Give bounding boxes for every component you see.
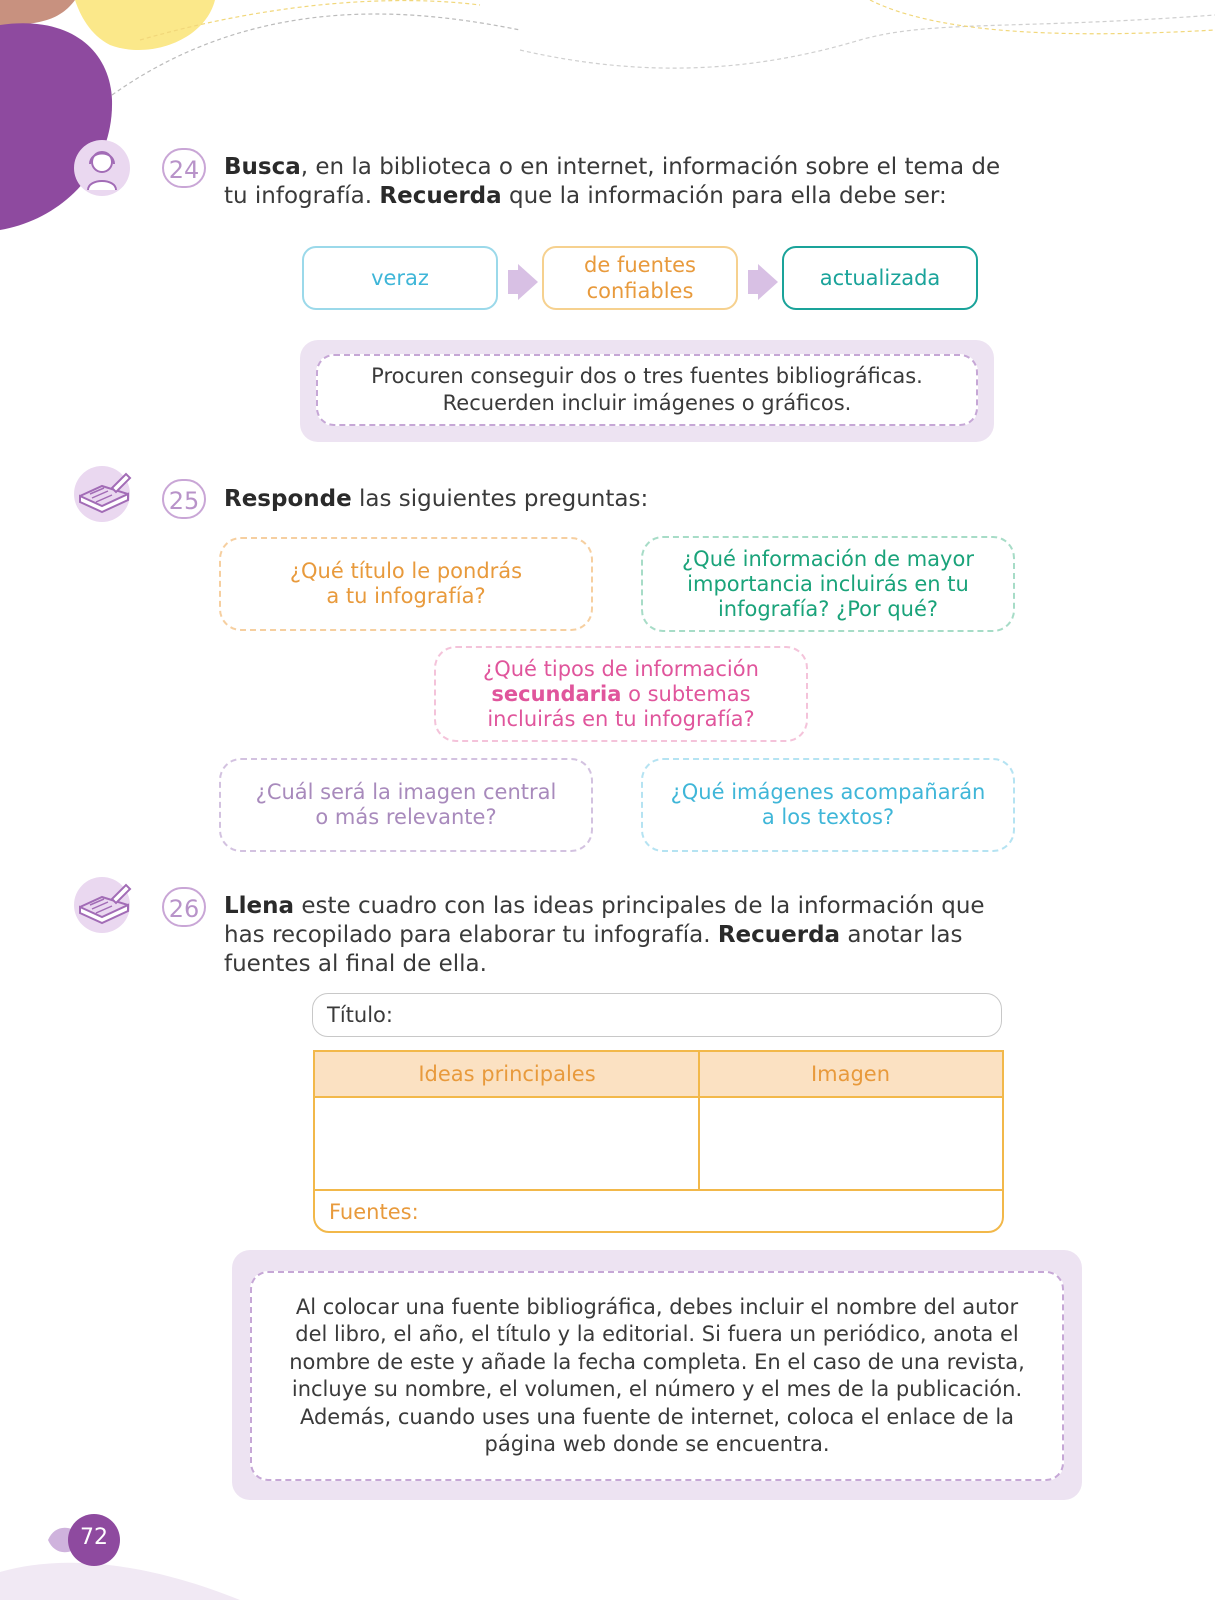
activity-25-instruction: Responde las siguientes preguntas: xyxy=(224,486,649,512)
column-header-ideas: Ideas principales xyxy=(418,1062,596,1086)
ideas-table xyxy=(313,1050,1004,1233)
book-pencil-icon xyxy=(74,466,130,522)
question-titulo: ¿Qué título le pondrás a tu infografía? xyxy=(219,537,593,631)
book-pencil-icon xyxy=(74,877,130,933)
chip-actualizada: actualizada xyxy=(782,246,978,310)
sources-row[interactable] xyxy=(315,1189,1002,1233)
citation-tip-text: Al colocar una fuente bibliográfica, debes incluir el nombre del autor del libro, el año, el título y la editorial. Si fuera un periódico, anota el nombre de este y añade la fecha completa. En el caso de una revista, incluye su nombre, el volumen, el número y el mes de la publicación. Además, cuando uses una fuente de internet, coloca el enlace de la página web donde se encuentra. xyxy=(289,1294,1025,1456)
chip-de-fuentes-confiables: de fuentes confiables xyxy=(542,246,738,310)
question-informacion-mayor-importancia: ¿Qué información de mayor importancia incluirás en tu infografía? ¿Por qué? xyxy=(641,536,1015,632)
student-avatar-icon xyxy=(74,140,130,196)
activity-25-number: 25 xyxy=(162,479,206,519)
tip-line-1: Procuren conseguir dos o tres fuentes bibliográficas. xyxy=(371,364,923,388)
title-label: Título: xyxy=(327,1003,393,1027)
question-informacion-secundaria: ¿Qué tipos de información secundaria o subtemas incluirás en tu infografía? xyxy=(434,646,808,742)
chip-veraz: veraz xyxy=(302,246,498,310)
arrow-right-icon xyxy=(758,264,778,300)
citation-tip-box xyxy=(232,1250,1082,1500)
activity-24-number: 24 xyxy=(162,148,206,188)
cell-imagen[interactable] xyxy=(700,1098,1002,1189)
sources-tip-box xyxy=(300,340,994,442)
page-number: 72 xyxy=(80,1525,108,1550)
activity-24-instruction: Busca, en la biblioteca o en internet, información sobre el tema de tu infografía. Recuerda que la información para ella debe ser: xyxy=(224,154,1001,209)
activity-26-instruction: Llena este cuadro con las ideas principales de la información que has recopilado para elaborar tu infografía. Recuerda anotar las fuentes al final de ella. xyxy=(224,893,985,977)
question-imagen-central: ¿Cuál será la imagen central o más relevante? xyxy=(219,758,593,852)
title-field[interactable] xyxy=(312,993,1002,1037)
column-header-imagen: Imagen xyxy=(810,1062,891,1086)
cell-ideas[interactable] xyxy=(315,1098,698,1189)
sources-label: Fuentes: xyxy=(329,1200,419,1224)
question-imagenes-acompanaran: ¿Qué imágenes acompañarán a los textos? xyxy=(641,758,1015,852)
activity-26-number: 26 xyxy=(162,887,206,927)
arrow-right-icon xyxy=(518,264,538,300)
tip-line-2: Recuerden incluir imágenes o gráficos. xyxy=(442,391,852,415)
